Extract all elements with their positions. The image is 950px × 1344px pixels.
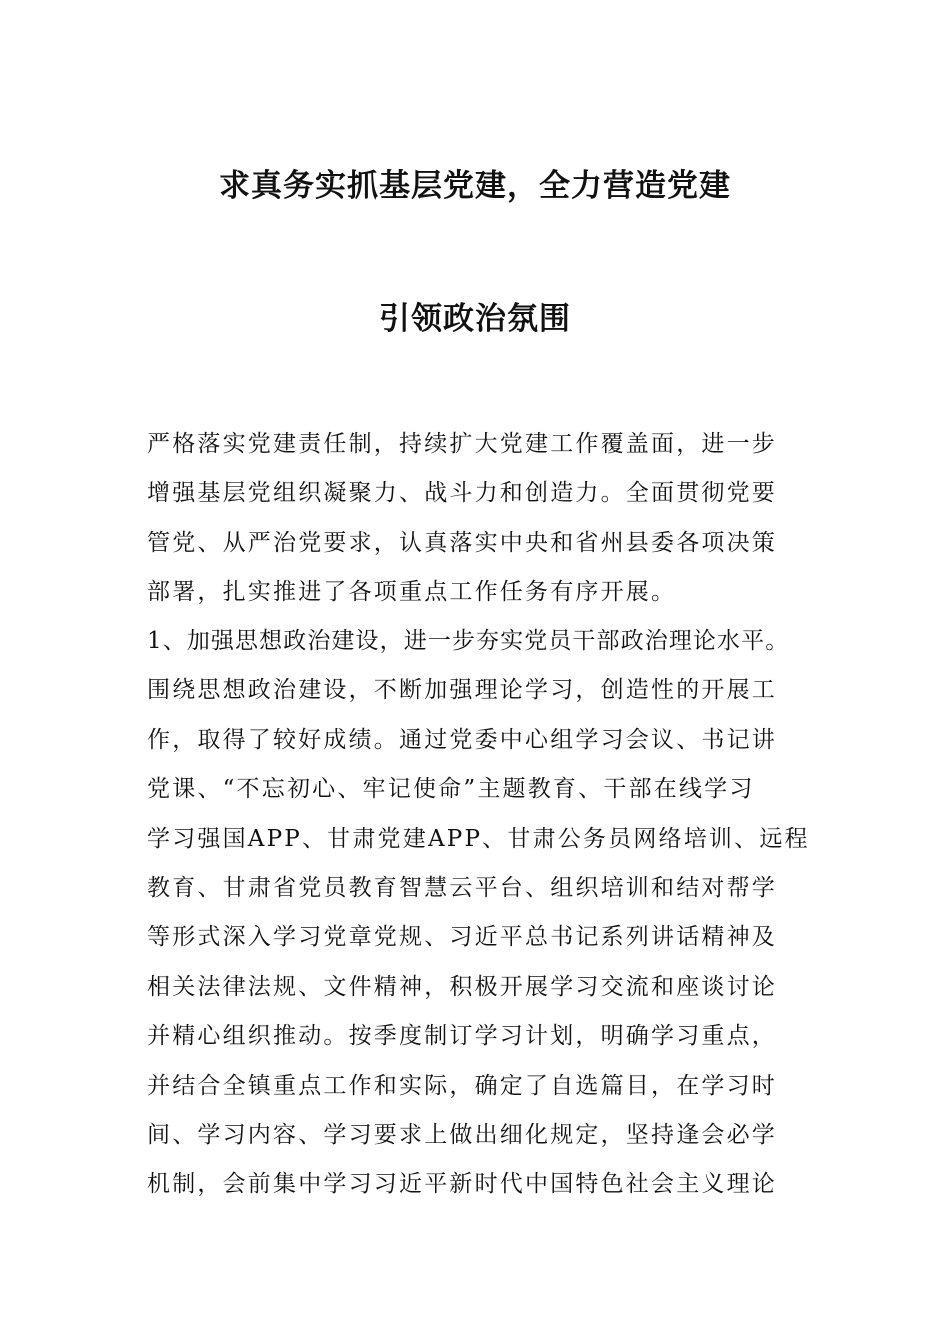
paragraph-line: 相关法律法规、文件精神，积极开展学习交流和座谈讨论 xyxy=(147,973,777,1000)
paragraph-intro xyxy=(147,420,847,618)
paragraph-line: 间、学习内容、学习要求上做出细化规定，坚持逢会必学 xyxy=(147,1121,777,1148)
paragraph-line: 并结合全镇重点工作和实际，确定了自选篇目，在学习时 xyxy=(147,1072,777,1099)
paragraph-line: 部署，扎实推进了各项重点工作任务有序开展。 xyxy=(147,579,677,606)
section-heading-line: 1、加强思想政治建设，进一步夯实党员干部政治理论水平。 xyxy=(147,628,790,654)
paragraph-line: 作，取得了较好成绩。通过党委中心组学习会议、书记讲 xyxy=(147,726,777,753)
paragraph-line: 学习强国APP、甘肃党建APP、甘肃公务员网络培训、远程 xyxy=(147,825,810,852)
paragraph-line: 管党、从严治党要求，认真落实中央和省州县委各项决策 xyxy=(147,529,777,556)
paragraph-line: 围绕思想政治建设，不断加强理论学习，创造性的开展工 xyxy=(147,677,777,704)
paragraph-line: 等形式深入学习党章党规、习近平总书记系列讲话精神及 xyxy=(147,924,777,951)
paragraph-line: 机制，会前集中学习习近平新时代中国特色社会主义理论 xyxy=(147,1171,777,1198)
paragraph-line: 严格落实党建责任制，持续扩大党建工作覆盖面，进一步 xyxy=(147,431,777,457)
document-title-line-2: 引领政治氛围 xyxy=(379,301,571,337)
paragraph-section-1 xyxy=(147,617,847,1210)
paragraph-line: 增强基层党组织凝聚力、战斗力和创造力。全面贯彻党要 xyxy=(147,480,777,507)
paragraph-line: 教育、甘肃省党员教育智慧云平台、组织培训和结对帮学 xyxy=(147,874,777,901)
paragraph-line: 党课、“不忘初心、牢记使命”主题教育、干部在线学习 xyxy=(147,776,755,803)
paragraph-line: 并精心组织推动。按季度制订学习计划，明确学习重点， xyxy=(147,1023,777,1050)
document-title-line-1: 求真务实抓基层党建，全力营造党建 xyxy=(219,168,731,204)
